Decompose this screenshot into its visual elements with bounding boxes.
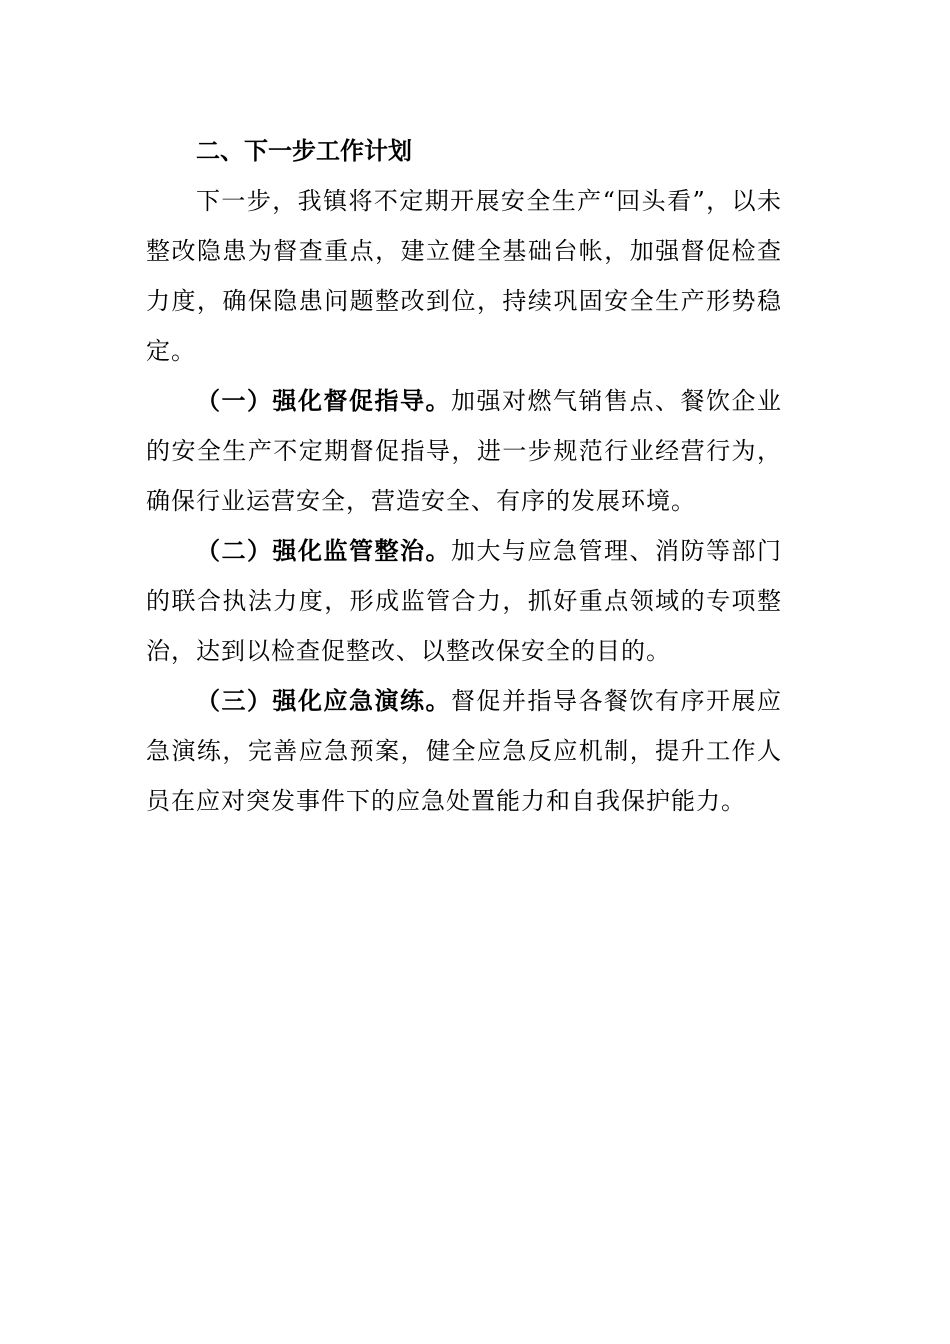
- item-body-2: 加大与应急管理、消防等部门的联合执法力度，形成监管合力，抓好重点领域的专项整治，达到以检查促整改、以整改保安全的目的。: [146, 537, 782, 665]
- item-title-3: （三）强化应急演练。: [196, 687, 451, 715]
- intro-paragraph: 下一步，我镇将不定期开展安全生产“回头看”，以未整改隐患为督查重点，建立健全基础台帐，加强督促检查力度，确保隐患问题整改到位，持续巩固安全生产形势稳定。: [146, 187, 782, 365]
- item-title-1: （一）强化督促指导。: [196, 387, 451, 415]
- item-paragraph-2: [146, 526, 782, 676]
- item-body-3: 督促并指导各餐饮有序开展应急演练，完善应急预案，健全应急反应机制，提升工作人员在应对突发事件下的应急处置能力和自我保护能力。: [146, 687, 782, 815]
- item-paragraph-3: [146, 676, 782, 826]
- section-heading: 二、下一步工作计划: [196, 137, 412, 165]
- item-title-2: （二）强化监管整治。: [196, 537, 451, 565]
- item-body-1: 加强对燃气销售点、餐饮企业的安全生产不定期督促指导，进一步规范行业经营行为，确保行业运营安全，营造安全、有序的发展环境。: [146, 387, 782, 515]
- document-body: [146, 126, 782, 826]
- item-paragraph-1: [146, 376, 782, 526]
